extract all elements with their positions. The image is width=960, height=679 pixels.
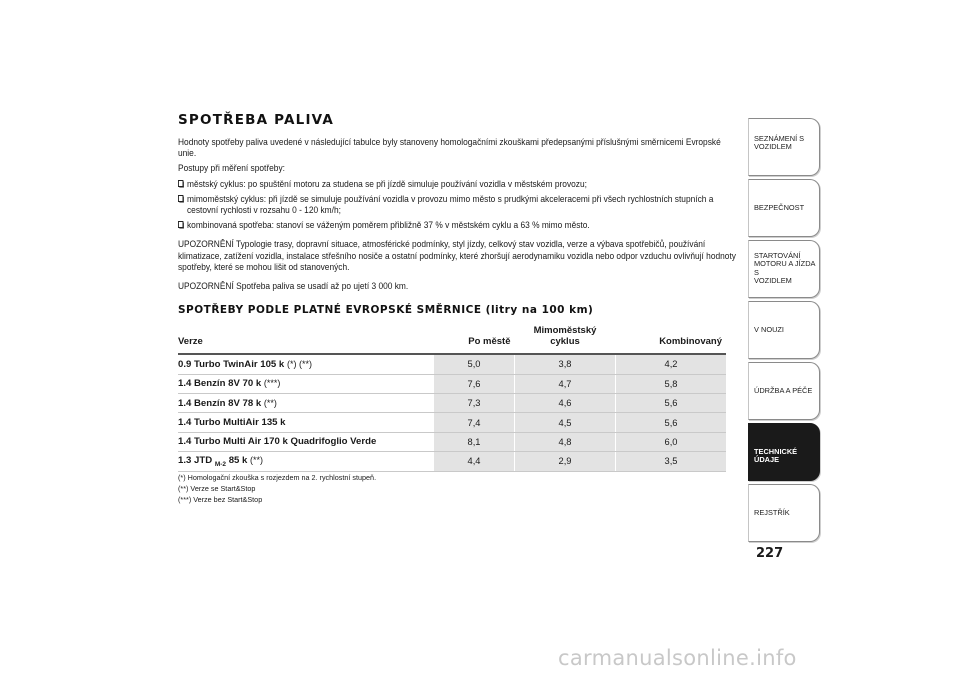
intro-paragraph: Hodnoty spotřeby paliva uvedené v následující tabulce byly stanoveny homologačními zkouškami předepsanými příslušnými směrnicemi Evropské unie. [178,137,721,159]
city-value-cell: 7,6 [434,374,515,393]
table-row [178,374,726,393]
checkbox-bullet-icon [178,221,184,229]
table-row [178,394,726,413]
table-row [178,432,726,451]
extra-urban-value-cell: 3,8 [515,354,616,374]
tab-rejstrik[interactable]: REJSTŘÍK [748,484,820,542]
version-name-cell: 1.3 JTD $_{M-2}$ 85 k (**) [178,452,434,471]
col-header-extra-urban: Mimoměstský cyklus [533,325,597,347]
footnote: (***) Verze bez Start&Stop [178,494,263,504]
section-title: SPOTŘEBA PALIVA [178,112,335,128]
fuel-consumption-table [178,324,726,471]
combined-value-cell: 5,6 [616,413,727,432]
extra-urban-value-cell: 4,5 [515,413,616,432]
table-header-row [178,324,726,354]
page-number: 227 [756,546,784,561]
tab-technicke-udaje[interactable]: TECHNICKÉ ÚDAJE [748,423,820,481]
chapter-tabs [748,118,820,545]
extra-urban-value-cell: 2,9 [515,452,616,471]
procedure-item: městský cyklus: po spuštění motoru za studena se při jízdě simuluje používání vozidla v městském provozu; [178,179,747,190]
combined-value-cell: 5,8 [616,374,727,393]
col-header-combined: Kombinovaný [659,335,722,347]
tab-udrzba[interactable]: ÚDRŽBA A PÉČE [748,362,820,420]
city-value-cell: 7,4 [434,413,515,432]
warning-paragraph: UPOZORNĚNÍ Spotřeba paliva se usadí až po ujetí 3 000 km. [178,281,409,292]
combined-value-cell: 3,5 [616,452,727,471]
col-header-city: Po městě [468,335,511,347]
version-name-cell: 1.4 Turbo MultiAir 135 k [178,413,434,432]
version-name-cell: 0.9 Turbo TwinAir 105 k (*) (**) [178,354,434,374]
version-name-cell: 1.4 Turbo Multi Air 170 k Quadrifoglio Verde [178,432,434,451]
watermark: carmanualsonline.info [558,646,797,670]
extra-urban-value-cell: 4,8 [515,432,616,451]
checkbox-bullet-icon [178,195,184,203]
footnote: (*) Homologační zkouška s rozjezdem na 2. rychlostní stupeň. [178,472,377,482]
version-name-cell: 1.4 Benzín 8V 78 k (**) [178,394,434,413]
combined-value-cell: 6,0 [616,432,727,451]
tab-bezpecnost[interactable]: BEZPEČNOST [748,179,820,237]
tab-seznameni[interactable]: SEZNÁMENÍ S VOZIDLEM [748,118,820,176]
checkbox-bullet-icon [178,180,184,188]
city-value-cell: 4,4 [434,452,515,471]
footnotes [178,473,738,505]
combined-value-cell: 5,6 [616,394,727,413]
city-value-cell: 7,3 [434,394,515,413]
table-row [178,452,726,471]
extra-urban-value-cell: 4,6 [515,394,616,413]
table-row [178,354,726,374]
table-row [178,413,726,432]
warning-paragraph: UPOZORNĚNÍ Typologie trasy, dopravní situace, atmosférické podmínky, styl jízdy, celkový stav vozidla, verze a výbava spotřebičů, používání klimatizace, zatížení vozidla, instalace střešního nosiče a ostatní podmínky, které zhoršují aerodynamiku vozidla nebo odpor vzduchu ovlivňují hodnoty spotřeby, které se mohou lišit od stanovených. [178,239,736,272]
version-name-cell: 1.4 Benzín 8V 70 k (***) [178,374,434,393]
page-content [178,112,738,505]
city-value-cell: 8,1 [434,432,515,451]
tab-startovani[interactable]: STARTOVÁNÍ MOTORU A JÍZDA S VOZIDLEM [748,240,820,298]
table-title: SPOTŘEBY PODLE PLATNÉ EVROPSKÉ SMĚRNICE (litry na 100 km) [178,304,594,317]
tab-v-nouzi[interactable]: V NOUZI [748,301,820,359]
extra-urban-value-cell: 4,7 [515,374,616,393]
procedure-item: mimoměstský cyklus: při jízdě se simuluje používání vozidla v provozu mimo město s prudkými akceleracemi při všech rychlostních stupních a cestovní rychlosti v rozsahu 0 - 120 km/h; [178,194,747,216]
combined-value-cell: 4,2 [616,354,727,374]
footnote: (**) Verze se Start&Stop [178,483,256,493]
col-header-version: Verze [178,335,203,347]
procedure-item: kombinovaná spotřeba: stanoví se váženým poměrem přibližně 37 % v městském cyklu a 63 % mimo město. [178,220,747,231]
procedures-label: Postupy při měření spotřeby: [178,163,285,174]
city-value-cell: 5,0 [434,354,515,374]
